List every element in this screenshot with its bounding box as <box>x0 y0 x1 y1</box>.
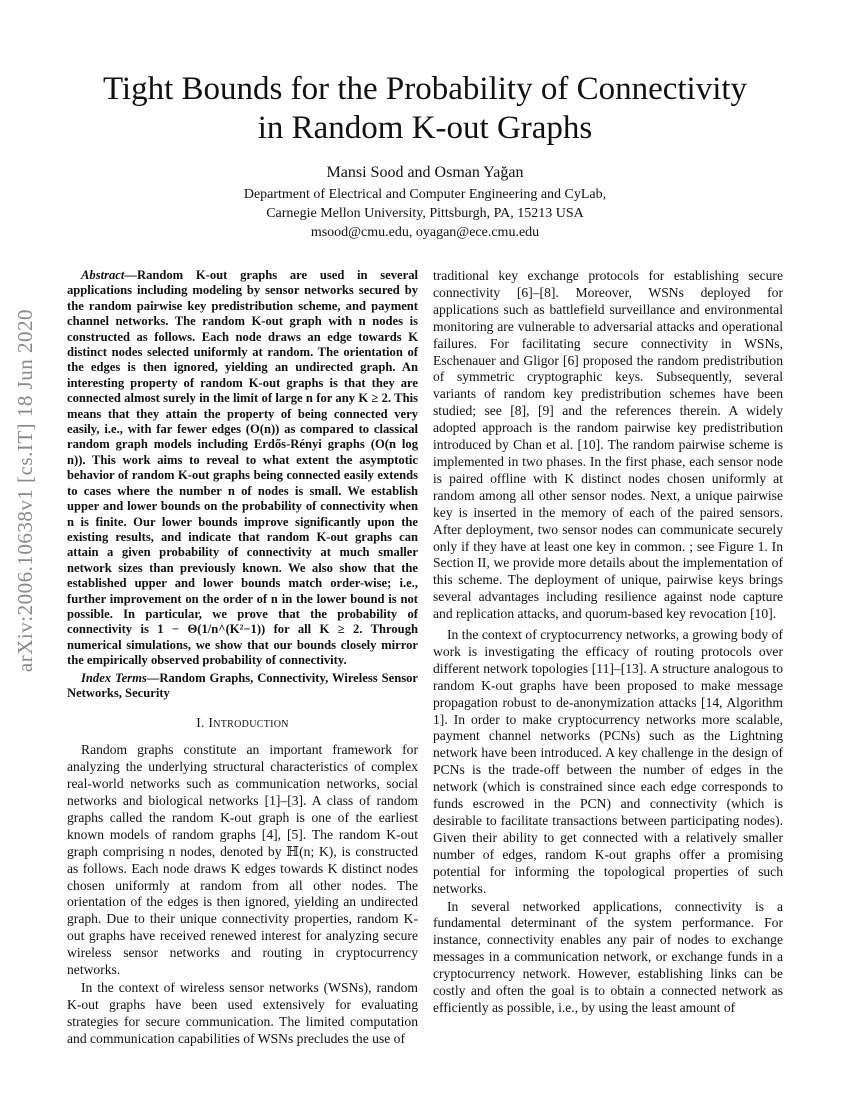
title-line-2: in Random K-out Graphs <box>257 110 593 146</box>
abstract <box>67 268 418 669</box>
left-column <box>67 268 418 1048</box>
title-line-1: Tight Bounds for the Probability of Connectivity <box>102 71 748 107</box>
index-terms-label: Index Terms— <box>81 670 160 685</box>
intro-paragraph-1: Random graphs constitute an important framework for analyzing the underlying structural characteristics of complex real-world networks such as communication networks, social networks and biological networks [1]–[3]. A class of random graphs called the random K-out graph is one of the earliest known models of random graphs [4], [5]. The random K-out graph comprising n nodes, denoted by ℍ(n; K), is constructed as follows. Each node draws K edges towards K distinct nodes chosen uniformly at random from all other nodes. The orientation of the edges is then ignored, yielding an undirected graph. Due to their unique connectivity properties, random K-out graphs have received renewed interest for analyzing secure wireless sensor networks and routing in cryptocurrency networks. <box>67 742 418 978</box>
arxiv-identifier <box>6 300 46 680</box>
section-heading-introduction: I. Introduction <box>196 715 289 731</box>
right-paragraph-2: In the context of cryptocurrency networks, a growing body of work is investigating the efficacy of routing protocols over different network topologies [11]–[13]. A structure analogous to random K-out graphs have been proposed to make message propagation robust to de-anonymization attacks [14, Algorithm 1]. In order to make cryptocurrency networks more scalable, payment channel networks (PCNs) such as the Lightning network have been introduced. A key challenge in the design of PCNs is the trade-off between the number of edges in the network (which is constrained since each edge corresponds to funds escrowed in the PCN) and connectivity (which is desirable to facilitate transactions between participating nodes). Given their ability to get connected with a relatively smaller number of edges, random K-out graphs offer a promising potential for informing the topological properties of such networks. <box>433 627 783 896</box>
author-emails: msood@cmu.edu, oyagan@ece.cmu.edu <box>310 225 540 240</box>
abstract-label: Abstract— <box>81 268 137 282</box>
affiliation-line-2: Carnegie Mellon University, Pittsburgh, PA, 15213 USA <box>266 206 584 221</box>
index-terms-text: Random Graphs, Connectivity, Wireless Sensor Networks, Security <box>67 670 418 700</box>
right-paragraph-1: traditional key exchange protocols for establishing secure connectivity [6]–[8]. Moreover, WSNs deployed for applications such as battlefield surveillance and environmental monitoring are vulnerable to adversarial attacks and operational failures. For facilitating secure connectivity in WSNs, Eschenauer and Gligor [6] proposed the random predistribution of symmetric cryptographic keys. Subsequently, several variants of random key predistribution schemes have been studied; see [8], [9] and the references therein. A widely adopted approach is the random pairwise key predistribution introduced by Chan et al. [10]. The random pairwise scheme is implemented in two phases. In the first phase, each sensor node is paired offline with K distinct nodes chosen uniformly at random among all other sensor nodes. Next, a unique pairwise key is inserted in the memory of each of the paired sensors. After deployment, two sensor nodes can communicate securely only if they have at least one key in common. ; see Figure 1. In Section II, we provide more details about the implementation of this scheme. The deployment of unique, pairwise keys brings several advantages including resilience against node capture and replication attacks, and quorum-based key revocation [10]. <box>433 268 783 622</box>
paper-title <box>60 70 790 148</box>
authors: Mansi Sood and Osman Yağan <box>326 164 524 181</box>
affiliation-line-1: Department of Electrical and Computer Engineering and CyLab, <box>243 187 607 202</box>
arxiv-identifier-text: arXiv:2006.10638v1 [cs.IT] 18 Jun 2020 <box>13 308 38 672</box>
right-paragraph-3: In several networked applications, connectivity is a fundamental determinant of the system performance. For instance, connectivity enables any pair of nodes to exchange messages in a communication network, or exchange funds in a cryptocurrency network. However, establishing links can be costly and often the goal is to obtain a connected network as efficiently as possible, i.e., by using the least amount of <box>433 898 783 1015</box>
affiliation <box>60 185 790 242</box>
intro-paragraph-2: In the context of wireless sensor networks (WSNs), random K-out graphs have been used extensively for evaluating strategies for secure communication. The limited computation and communication capabilities of WSNs precludes the use of <box>67 979 418 1046</box>
index-terms <box>67 671 418 702</box>
right-column <box>433 268 783 1017</box>
abstract-text: Random K-out graphs are used in several applications including modeling by sensor networks secured by the random pairwise key predistribution scheme, and payment channel networks. The random K-out graph with n nodes is constructed as follows. Each node draws an edge towards K distinct nodes selected uniformly at random. The orientation of the edges is then ignored, yielding an undirected graph. An interesting property of random K-out graphs is that they are connected almost surely in the limit of large n for any K ≥ 2. This means that they attain the property of being connected very easily, i.e., with far fewer edges (O(n)) as compared to classical random graph models including Erdős-Rényi graphs (O(n log n)). This work aims to reveal to what extent the asymptotic behavior of random K-out graphs being connected easily extends to cases where the number n of nodes is small. We establish upper and lower bounds on the probability of connectivity when n is finite. Our lower bounds improve significantly upon the existing results, and indicate that random K-out graphs can attain a given probability of connectivity at much smaller network sizes than previously known. We also show that the established upper and lower bounds match order-wise; i.e., further improvement on the order of n in the lower bound is not possible. In particular, we prove that the probability of connectivity is 1 − Θ(1/n^(K²−1)) for all K ≥ 2. Through numerical simulations, we show that our bounds closely mirror the empirically observed probability of connectivity. <box>67 268 418 668</box>
